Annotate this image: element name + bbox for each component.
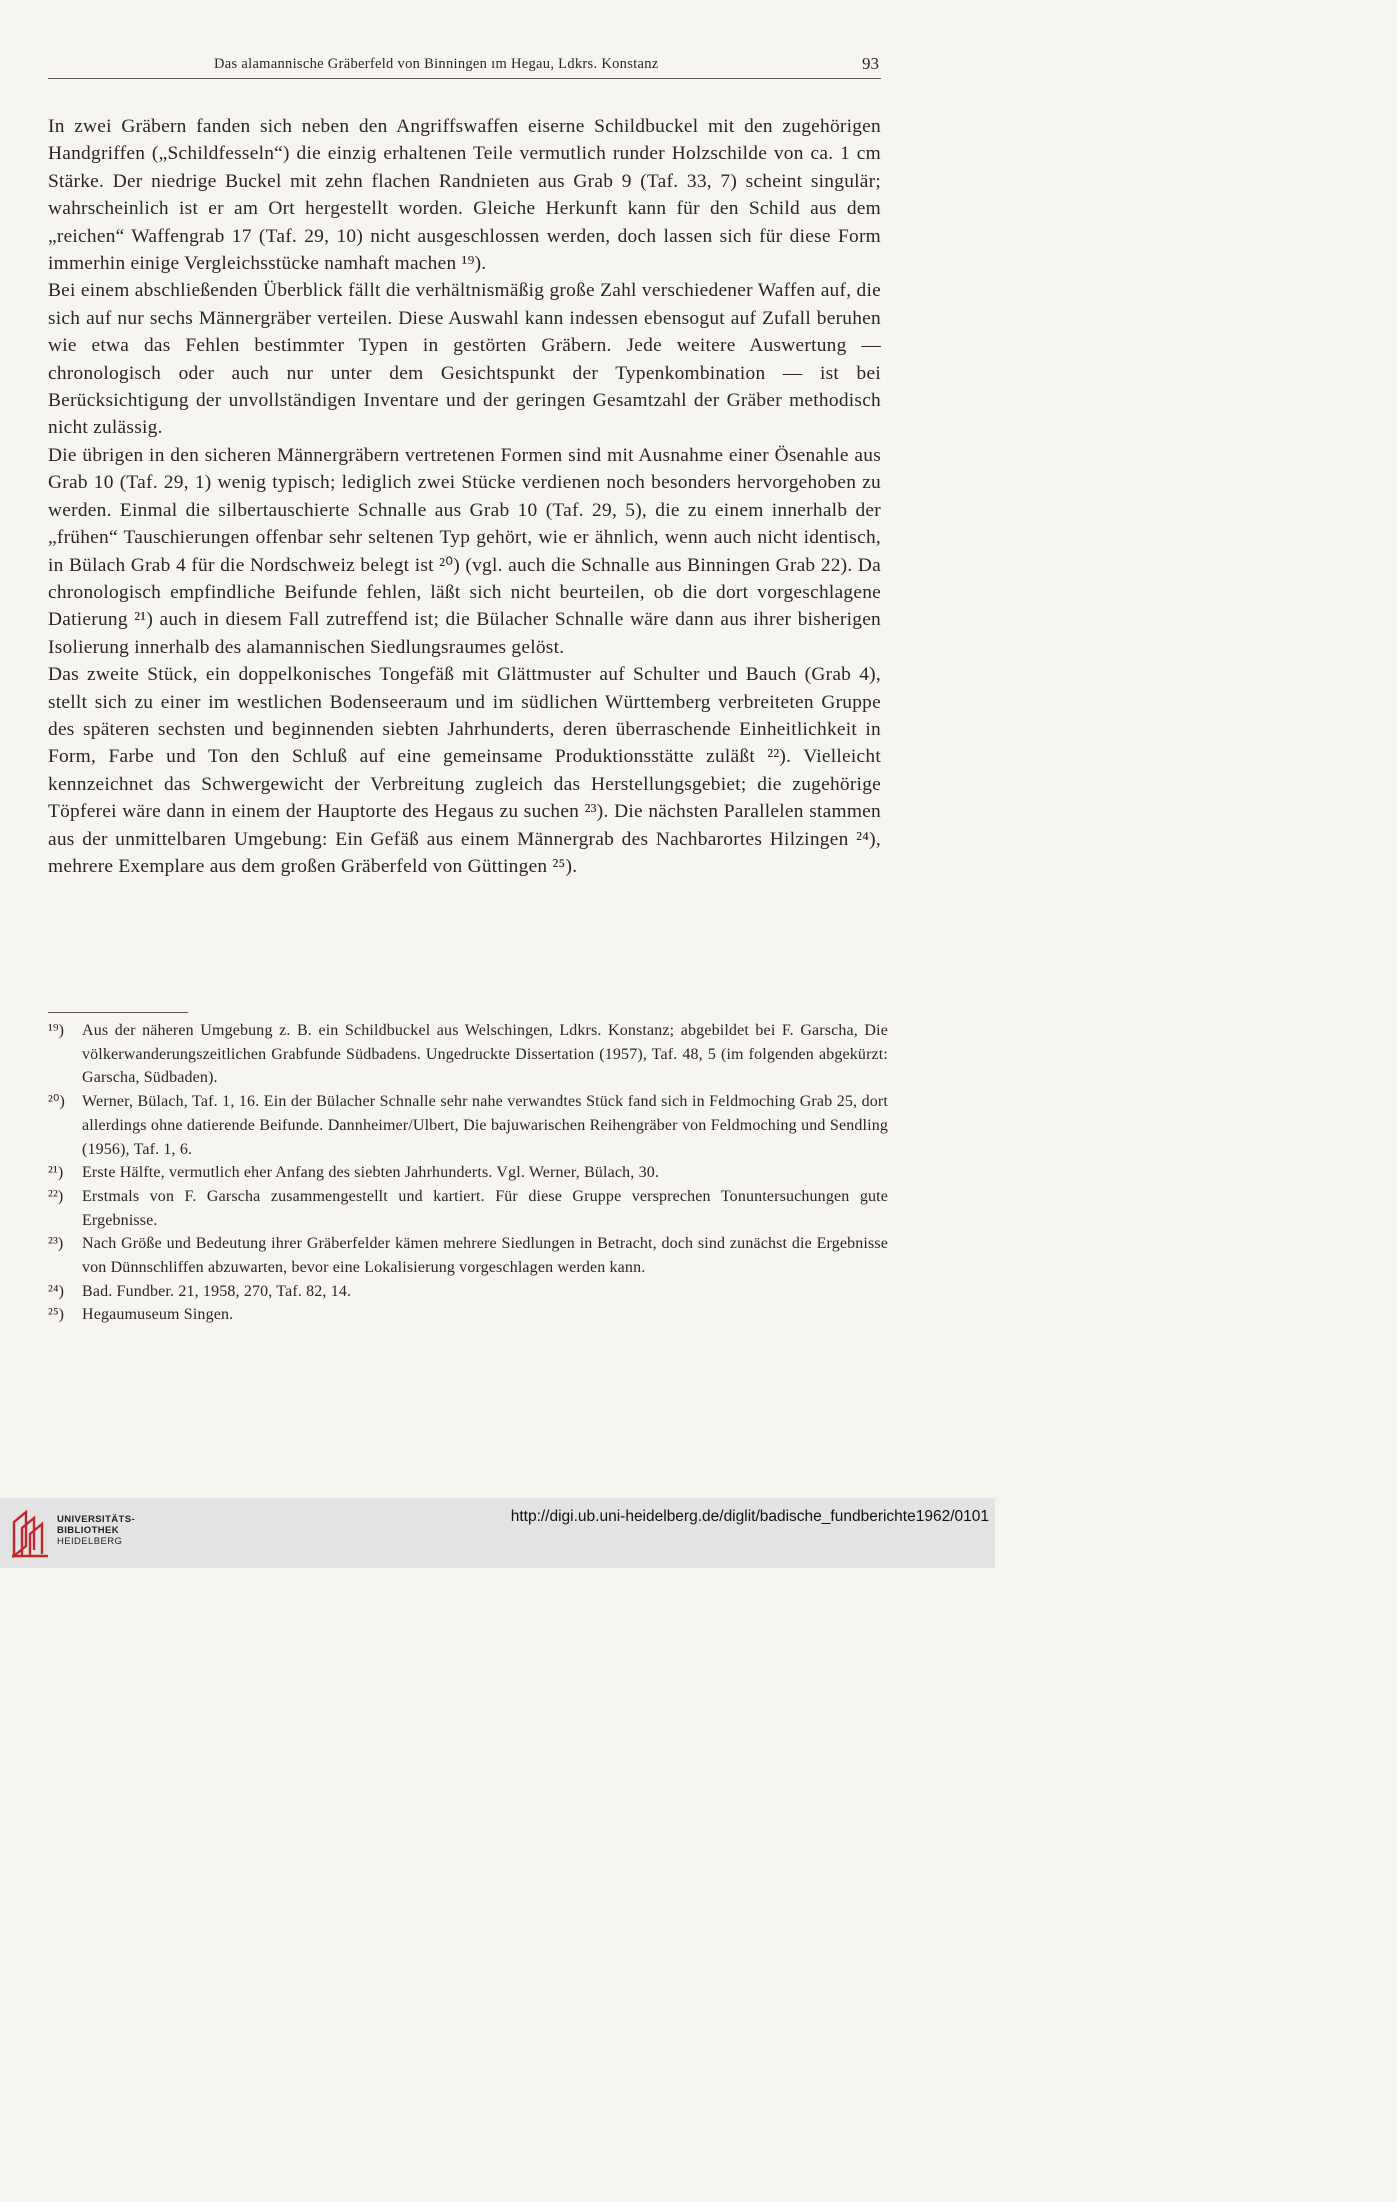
library-logo-icon (8, 1506, 52, 1560)
logo-line-3: HEIDELBERG (57, 1536, 123, 1547)
body-text (48, 113, 881, 880)
footnote-22 (48, 1185, 888, 1232)
footnote-number: ²¹) (48, 1164, 64, 1182)
footnote-text: Erste Hälfte, vermutlich eher Anfang des siebten Jahrhunderts. Vgl. Werner, Bülach, 30. (82, 1164, 660, 1182)
footnote-text: Hegaumuseum Singen. (82, 1306, 234, 1324)
footnote-20 (48, 1090, 888, 1161)
running-title: Das alamannische Gräberfeld von Binningen ım Hegau, Ldkrs. Konstanz (214, 56, 659, 72)
footnote-text: Aus der näheren Umgebung z. B. ein Schildbuckel aus Welschingen, Ldkrs. Konstanz; abgebildet bei F. Garscha, Die völkerwanderungszeitlichen Grabfunde Südbadens. Ungedruckte Dissertation (1957), Taf. 48, 5 (im folgenden abgekürzt: Garscha, Südbaden). (82, 1022, 888, 1087)
footnote-number: ²⁰) (48, 1093, 65, 1111)
running-header (48, 52, 881, 79)
footer-bar (0, 1498, 995, 1568)
footnote-text: Bad. Fundber. 21, 1958, 270, Taf. 82, 14. (82, 1282, 352, 1300)
footnote-19 (48, 1019, 888, 1090)
footnote-number: ¹⁹) (48, 1022, 65, 1039)
footnote-number: ²²) (48, 1187, 64, 1205)
footnote-21 (48, 1161, 888, 1185)
footnotes (48, 1019, 888, 1327)
logo-line-2: BIBLIOTHEK (57, 1525, 120, 1536)
footnote-24 (48, 1280, 888, 1304)
paragraph-3: Die übrigen in den sicheren Männergräbern vertretenen Formen sind mit Ausnahme einer Ösenahle aus Grab 10 (Taf. 29, 1) wenig typisch; lediglich zwei Stücke verdienen noch besonders hervorgehoben zu werden. Einmal die silbertauschierte Schnalle aus Grab 10 (Taf. 29, 5), die zu einem innerhalb der „frühen“ Tauschierungen offenbar sehr seltenen Typ gehört, wie er ähnlich, wenn auch nicht identisch, in Bülach Grab 4 für die Nordschweiz belegt ist ²⁰) (vgl. auch die Schnalle aus Binningen Grab 22). Da chronologisch empfindliche Beifunde fehlen, läßt sich nicht beurteilen, ob die dort vorgeschlagene Datierung ²¹) auch in diesem Fall zutreffend ist; die Bülacher Schnalle wäre dann aus ihrer bisherigen Isolierung innerhalb des alamannischen Siedlungsraumes gelöst. (48, 444, 881, 658)
footnote-number: ²⁵) (48, 1306, 65, 1324)
footnote-number: ²³) (48, 1235, 64, 1253)
footnote-number: ²⁴) (48, 1282, 65, 1300)
footnote-23 (48, 1232, 888, 1279)
paragraph-2: Bei einem abschließenden Überblick fällt die verhältnismäßig große Zahl verschiedener Waffen auf, die sich auf nur sechs Männergräber verteilen. Diese Auswahl kann indessen ebensogut auf Zufall beruhen wie etwa das Fehlen bestimmter Typen in gestörten Gräbern. Jede weitere Auswertung — chronologisch oder auch nur unter dem Gesichtspunkt der Typenkombination — ist bei Berücksichtigung der unvollständigen Inventare und der geringen Gesamtzahl der Gräber methodisch nicht zulässig. (48, 280, 881, 439)
library-logo-text (57, 1514, 135, 1547)
footnote-text: Werner, Bülach, Taf. 1, 16. Ein der Bülacher Schnalle sehr nahe verwandtes Stück fand sich in Feldmoching Grab 25, dort allerdings ohne datierende Beifunde. Dannheimer/Ulbert, Die bajuwarischen Reihengräber von Feldmoching und Sendling (1956), Taf. 1, 6. (82, 1093, 888, 1158)
footnote-divider (48, 1012, 188, 1013)
source-url-link[interactable]: http://digi.ub.uni-heidelberg.de/diglit/badische_fundberichte1962/0101 (510, 1508, 989, 1525)
footnote-25 (48, 1303, 888, 1327)
scanned-page (0, 0, 995, 1498)
logo-line-1: UNIVERSITÄTS- (57, 1514, 136, 1525)
paragraph-4: Das zweite Stück, ein doppelkonisches Tongefäß mit Glättmuster auf Schulter und Bauch (Grab 4), stellt sich zu einer im westlichen Bodenseeraum und im südlichen Württemberg verbreiteten Gruppe des späteren sechsten und beginnenden siebten Jahrhunderts, deren überraschende Einheitlichkeit in Form, Farbe und Ton den Schluß auf eine gemeinsame Produktionsstätte zuläßt ²²). Vielleicht kennzeichnet das Schwergewicht der Verbreitung zugleich das Herstellungsgebiet; die zugehörige Töpferei wäre dann in einem der Hauptorte des Hegaus zu suchen ²³). Die nächsten Parallelen stammen aus der unmittelbaren Umgebung: Ein Gefäß aus einem Männergrab des Nachbarortes Hilzingen ²⁴), mehrere Exemplare aus dem großen Gräberfeld von Güttingen ²⁵). (48, 664, 881, 877)
paragraph-1: In zwei Gräbern fanden sich neben den Angriffswaffen eiserne Schildbuckel mit den zugehörigen Handgriffen („Schildfesseln“) die einzig erhaltenen Teile vermutlich runder Holzschilde von ca. 1 cm Stärke. Der niedrige Buckel mit zehn flachen Randnieten aus Grab 9 (Taf. 33, 7) scheint singulär; wahrscheinlich ist er am Ort hergestellt worden. Gleiche Herkunft kann für den Schild aus dem „reichen“ Waffengrab 17 (Taf. 29, 10) nicht ausgeschlossen werden, doch lassen sich für diese Form immerhin einige Vergleichsstücke namhaft machen ¹⁹). (48, 116, 881, 275)
footnote-text: Erstmals von F. Garscha zusammengestellt und kartiert. Für diese Gruppe versprechen Tonuntersuchungen gute Ergebnisse. (82, 1187, 888, 1229)
page-number: 93 (862, 54, 879, 73)
footnote-text: Nach Größe und Bedeutung ihrer Gräberfelder kämen mehrere Siedlungen in Betracht, doch sind zunächst die Ergebnisse von Dünnschliffen abzuwarten, bevor eine Lokalisierung vorgeschlagen werden kann. (82, 1235, 888, 1277)
